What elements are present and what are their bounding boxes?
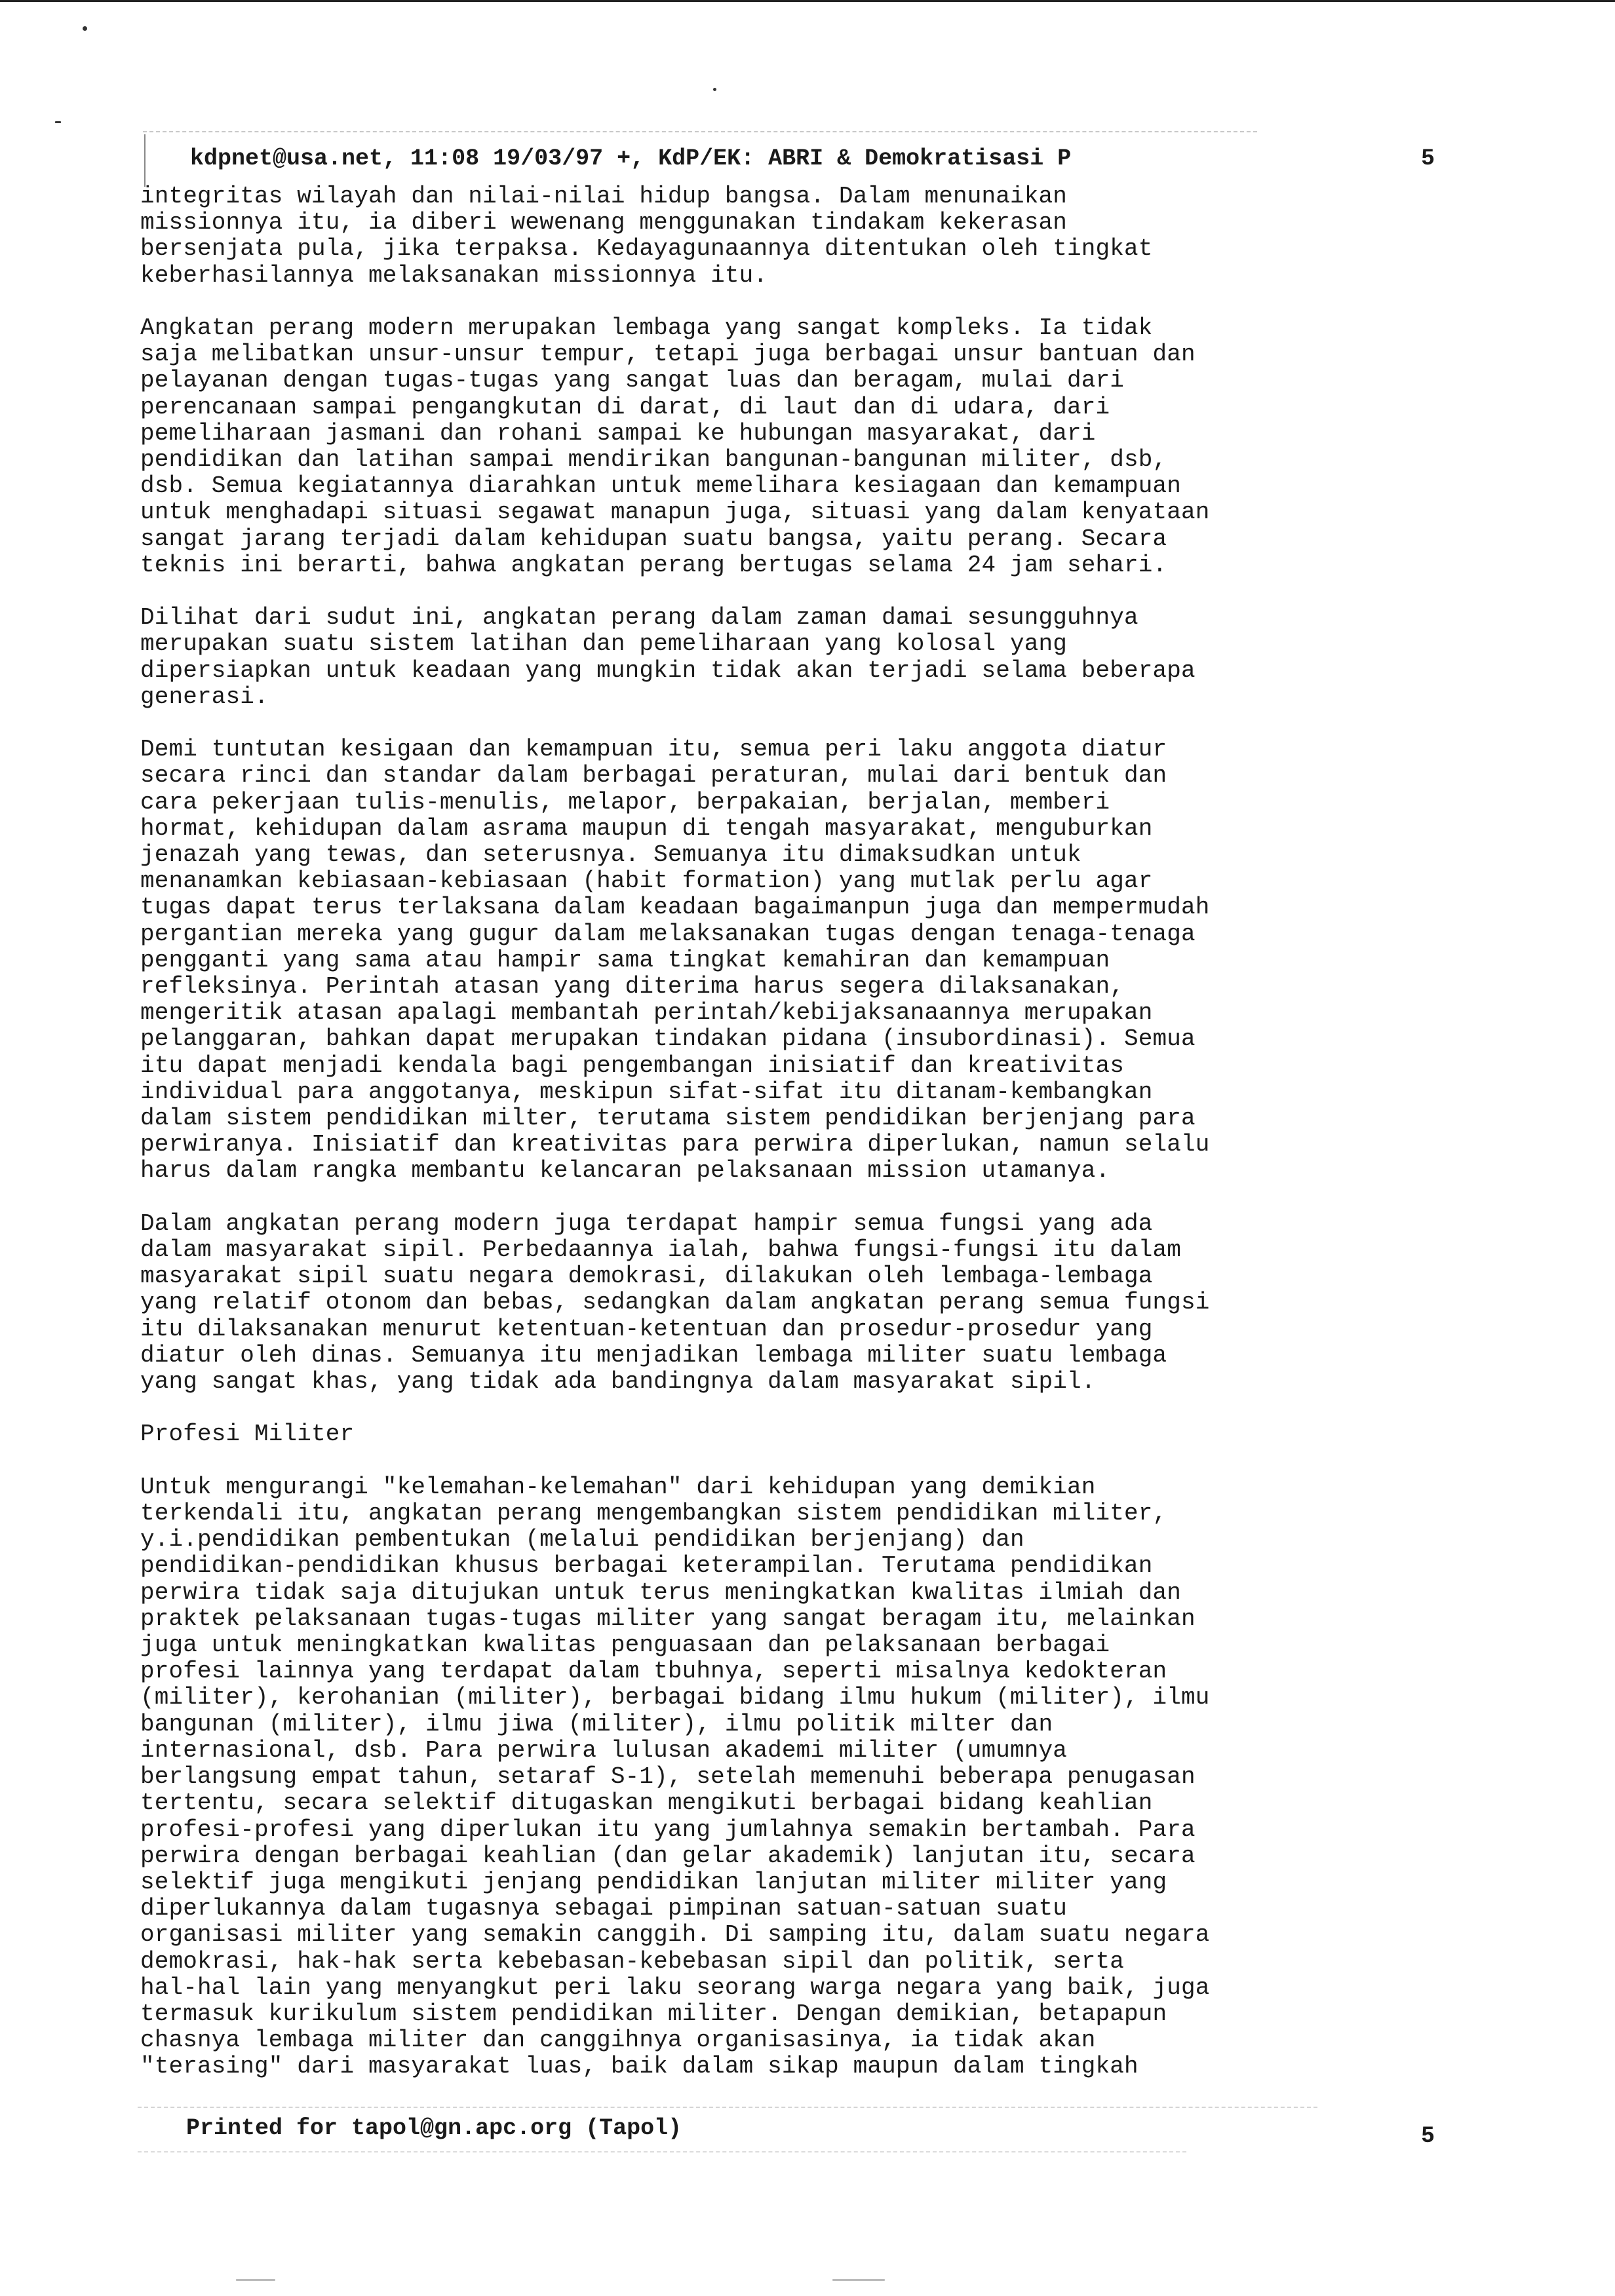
text-line: individual para anggotanya, meskipun sifat-sifat itu ditanam-kembangkan bbox=[140, 1078, 1153, 1105]
text-line: pelanggaran, bahkan dapat merupakan tindakan pidana (insubordinasi). Semua bbox=[140, 1025, 1196, 1053]
text-line: secara rinci dan standar dalam berbagai peraturan, mulai dari bentuk dan bbox=[140, 762, 1167, 790]
text-line: termasuk kurikulum sistem pendidikan militer. Dengan demikian, betapapun bbox=[140, 2000, 1167, 2027]
text-line: pendidikan-pendidikan khusus berbagai keterampilan. Terutama pendidikan bbox=[140, 1552, 1153, 1580]
text-line: missionnya itu, ia diberi wewenang menggunakan tindakam kekerasan bbox=[140, 209, 1067, 237]
text-line: pemeliharaan jasmani dan rohani sampai ke hubungan masyarakat, dari bbox=[140, 419, 1096, 447]
scan-speck bbox=[713, 88, 716, 91]
email-header: kdpnet@usa.net, 11:08 19/03/97 +, KdP/EK: ABRI & Demokratisasi P bbox=[190, 145, 1072, 172]
scan-speck bbox=[832, 2279, 885, 2281]
text-line: selektif juga mengikuti jenjang pendidikan lanjutan militer militer yang bbox=[140, 1868, 1167, 1896]
text-line: mengeritik atasan apalagi membantah perintah/kebijaksanaannya merupakan bbox=[140, 999, 1153, 1027]
text-line: profesi-profesi yang diperlukan itu yang jumlahnya semakin bertambah. Para bbox=[140, 1816, 1196, 1843]
paragraph-list bbox=[140, 183, 1425, 1395]
text-line: pergantian mereka yang gugur dalam melaksanakan tugas dengan tenaga-tenaga bbox=[140, 920, 1196, 947]
text-line: hormat, kehidupan dalam asrama maupun di tengah masyarakat, menguburkan bbox=[140, 814, 1153, 842]
text-line: Dalam angkatan perang modern juga terdapat hampir semua fungsi yang ada bbox=[140, 1210, 1153, 1237]
paragraph bbox=[140, 1211, 1425, 1395]
text-line: internasional, dsb. Para perwira lulusan akademi militer (umumnya bbox=[140, 1736, 1067, 1764]
text-line: bersenjata pula, jika terpaksa. Kedayagunaannya ditentukan oleh tingkat bbox=[140, 235, 1153, 263]
text-line: keberhasilannya melaksanakan missionnya itu. bbox=[140, 261, 768, 289]
document-body bbox=[140, 183, 1425, 2107]
text-line: dalam sistem pendidikan milter, terutama sistem pendidikan berjenjang para bbox=[140, 1105, 1196, 1132]
text-line: terkendali itu, angkatan perang mengembangkan sistem pendidikan militer, bbox=[140, 1500, 1167, 1527]
header-tick bbox=[144, 134, 146, 187]
text-line: demokrasi, hak-hak serta kebebasan-kebebasan sipil dan politik, serta bbox=[140, 1947, 1124, 1975]
text-line: jenazah yang tewas, dan seterusnya. Semuanya itu dimaksudkan untuk bbox=[140, 841, 1081, 869]
text-line: diatur oleh dinas. Semuanya itu menjadikan lembaga militer suatu lembaga bbox=[140, 1341, 1167, 1369]
paragraph bbox=[140, 315, 1425, 579]
text-line: pelayanan dengan tugas-tugas yang sangat luas dan beragam, mulai dari bbox=[140, 367, 1124, 394]
scan-speck bbox=[236, 2279, 275, 2281]
text-line: (militer), kerohanian (militer), berbagai bidang ilmu hukum (militer), ilmu bbox=[140, 1684, 1210, 1712]
text-line: Angkatan perang modern merupakan lembaga yang sangat kompleks. Ia tidak bbox=[140, 315, 1153, 341]
text-line: juga untuk meningkatkan kwalitas penguasaan dan pelaksanaan berbagai bbox=[140, 1632, 1110, 1659]
header-rule bbox=[143, 131, 1257, 132]
section-heading: Profesi Militer bbox=[140, 1421, 355, 1448]
text-line: profesi lainnya yang terdapat dalam tbuhnya, seperti misalnya kedokteran bbox=[140, 1658, 1167, 1685]
text-line: tugas dapat terus terlaksana dalam keadaan bagaimanpun juga dan mempermudah bbox=[140, 894, 1210, 921]
footer-rule bbox=[138, 2107, 1317, 2108]
text-line: y.i.pendidikan pembentukan (melalui pendidikan berjenjang) dan bbox=[140, 1526, 1024, 1554]
text-line: "terasing" dari masyarakat luas, baik dalam sikap maupun dalam tingkah bbox=[140, 2053, 1138, 2080]
text-line: sangat jarang terjadi dalam kehidupan suatu bangsa, yaitu perang. Secara bbox=[140, 525, 1167, 552]
paragraph bbox=[140, 183, 1425, 289]
text-line: berlangsung empat tahun, setaraf S-1), setelah memenuhi beberapa penugasan bbox=[140, 1763, 1196, 1791]
text-line: Untuk mengurangi "kelemahan-kelemahan" dari kehidupan yang demikian bbox=[140, 1473, 1096, 1501]
header-page-number: 5 bbox=[1421, 145, 1435, 172]
paragraph bbox=[140, 737, 1425, 1184]
text-line: pengganti yang sama atau hampir sama tingkat kemahiran dan kemampuan bbox=[140, 946, 1110, 974]
text-line: yang relatif otonom dan bebas, sedangkan dalam angkatan perang semua fungsi bbox=[140, 1289, 1210, 1316]
text-line: menanamkan kebiasaan-kebiasaan (habit formation) yang mutlak perlu agar bbox=[140, 868, 1153, 895]
text-line: itu dapat menjadi kendala bagi pengembangan inisiatif dan kreativitas bbox=[140, 1052, 1124, 1079]
text-line: perwira dengan berbagai keahlian (dan gelar akademik) lanjutan itu, secara bbox=[140, 1842, 1196, 1869]
section-paragraph-list bbox=[140, 1474, 1425, 2080]
text-line: dipersiapkan untuk keadaan yang mungkin tidak akan terjadi selama beberapa bbox=[140, 657, 1196, 684]
scan-edge-line bbox=[0, 0, 1615, 2]
text-line: organisasi militer yang semakin canggih. Di samping itu, dalam suatu negara bbox=[140, 1921, 1210, 1949]
text-line: generasi. bbox=[140, 683, 269, 710]
text-line: teknis ini berarti, bahwa angkatan perang bertugas selama 24 jam sehari. bbox=[140, 551, 1167, 579]
text-line: saja melibatkan unsur-unsur tempur, tetapi juga berbagai unsur bantuan dan bbox=[140, 341, 1196, 368]
text-line: perencanaan sampai pengangkutan di darat, di laut dan di udara, dari bbox=[140, 393, 1110, 421]
text-line: Demi tuntutan kesigaan dan kemampuan itu, semua peri laku anggota diatur bbox=[140, 736, 1167, 763]
scan-speck bbox=[55, 121, 61, 123]
text-line: diperlukannya dalam tugasnya sebagai pimpinan satuan-satuan suatu bbox=[140, 1895, 1067, 1923]
scan-speck bbox=[83, 26, 87, 31]
text-line: perwira tidak saja ditujukan untuk terus meningkatkan kwalitas ilmiah dan bbox=[140, 1578, 1182, 1606]
text-line: dalam masyarakat sipil. Perbedaannya ialah, bahwa fungsi-fungsi itu dalam bbox=[140, 1236, 1182, 1264]
text-line: masyarakat sipil suatu negara demokrasi, dilakukan oleh lembaga-lembaga bbox=[140, 1263, 1153, 1290]
text-line: refleksinya. Perintah atasan yang diterima harus segera dilaksanakan, bbox=[140, 973, 1124, 1001]
text-line: itu dilaksanakan menurut ketentuan-ketentuan dan prosedur-prosedur yang bbox=[140, 1315, 1153, 1343]
footer-page-number: 5 bbox=[1421, 2123, 1435, 2149]
text-line: dsb. Semua kegiatannya diarahkan untuk memelihara kesiagaan dan kemampuan bbox=[140, 472, 1182, 500]
text-line: chasnya lembaga militer dan canggihnya organisasinya, ia tidak akan bbox=[140, 2027, 1096, 2054]
text-line: tertentu, secara selektif ditugaskan mengikuti berbagai bidang keahlian bbox=[140, 1789, 1153, 1817]
text-line: bangunan (militer), ilmu jiwa (militer), ilmu politik milter dan bbox=[140, 1710, 1053, 1738]
text-line: cara pekerjaan tulis-menulis, melapor, berpakaian, berjalan, memberi bbox=[140, 788, 1110, 816]
text-line: Dilihat dari sudut ini, angkatan perang dalam zaman damai sesungguhnya bbox=[140, 604, 1138, 632]
footer-rule bbox=[138, 2151, 1186, 2152]
text-line: hal-hal lain yang menyangkut peri laku seorang warga negara yang baik, juga bbox=[140, 1974, 1210, 2001]
text-line: yang sangat khas, yang tidak ada bandingnya dalam masyarakat sipil. bbox=[140, 1368, 1096, 1396]
text-line: harus dalam rangka membantu kelancaran pelaksanaan mission utamanya. bbox=[140, 1157, 1110, 1185]
print-footer: Printed for tapol@gn.apc.org (Tapol) bbox=[186, 2115, 682, 2141]
text-line: untuk menghadapi situasi segawat manapun juga, situasi yang dalam kenyataan bbox=[140, 499, 1210, 526]
paragraph bbox=[140, 1474, 1425, 2080]
text-line: integritas wilayah dan nilai-nilai hidup bangsa. Dalam menunaikan bbox=[140, 183, 1067, 210]
text-line: perwiranya. Inisiatif dan kreativitas para perwira diperlukan, namun selalu bbox=[140, 1131, 1210, 1158]
text-line: praktek pelaksanaan tugas-tugas militer yang sangat beragam itu, melainkan bbox=[140, 1605, 1196, 1632]
text-line: merupakan suatu sistem latihan dan pemeliharaan yang kolosal yang bbox=[140, 630, 1067, 658]
text-line: pendidikan dan latihan sampai mendirikan bangunan-bangunan militer, dsb, bbox=[140, 446, 1167, 474]
paragraph bbox=[140, 605, 1425, 710]
